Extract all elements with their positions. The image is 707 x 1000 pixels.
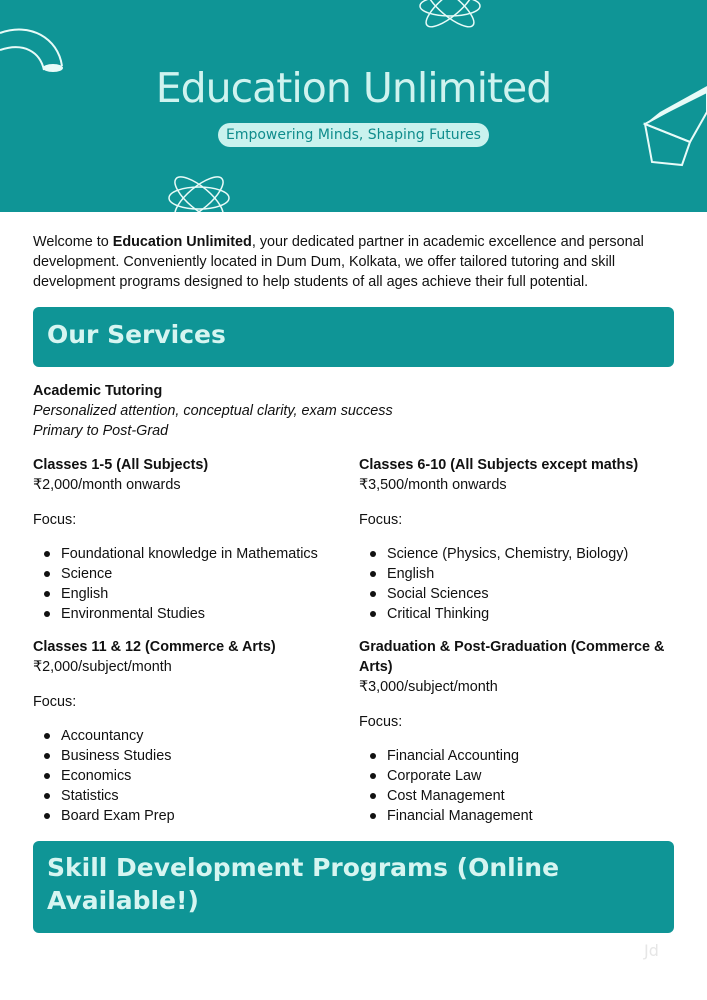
brand-name: Education Unlimited xyxy=(112,234,252,250)
list-item: Board Exam Prep xyxy=(33,806,343,826)
block-title: Graduation & Post-Graduation (Commerce & Arts) xyxy=(359,639,665,675)
focus-list xyxy=(359,746,673,826)
list-item: Critical Thinking xyxy=(359,604,673,624)
list-item: Accountancy xyxy=(33,726,343,746)
service-block-graduation xyxy=(359,637,673,826)
focus-label: Focus: xyxy=(33,694,77,710)
academic-subtitle: Personalized attention, conceptual clarity, exam success xyxy=(33,403,393,419)
header-banner xyxy=(0,0,707,212)
block-price: ₹3,500/month onwards xyxy=(359,477,507,493)
service-block-classes-1-5 xyxy=(33,455,343,624)
academic-title: Academic Tutoring xyxy=(33,383,163,399)
block-title: Classes 6-10 (All Subjects except maths) xyxy=(359,457,639,473)
intro-paragraph: Welcome to Education Unlimited, your dedicated partner in academic excellence and personal development. Conveniently located in Dum Dum, Kolkata, we offer tailored tutoring and skill development programs designed to help students of all ages achieve their full potential. xyxy=(33,234,644,290)
list-item: English xyxy=(359,564,673,584)
block-title: Classes 11 & 12 (Commerce & Arts) xyxy=(33,639,276,655)
focus-label: Focus: xyxy=(33,512,77,528)
services-heading: Our Services xyxy=(33,307,674,367)
skills-heading: Skill Development Programs (Online Available!) xyxy=(33,841,674,933)
list-item: Financial Management xyxy=(359,806,673,826)
list-item: Science (Physics, Chemistry, Biology) xyxy=(359,544,673,564)
focus-list xyxy=(33,726,343,826)
focus-label: Focus: xyxy=(359,512,403,528)
focus-list xyxy=(33,544,343,624)
block-price: ₹2,000/subject/month xyxy=(33,659,172,675)
tagline-badge: Empowering Minds, Shaping Futures xyxy=(218,123,489,147)
service-block-classes-11-12 xyxy=(33,637,343,826)
list-item: Cost Management xyxy=(359,786,673,806)
focus-label: Focus: xyxy=(359,714,403,730)
list-item: Foundational knowledge in Mathematics xyxy=(33,544,343,564)
list-item: Economics xyxy=(33,766,343,786)
list-item: English xyxy=(33,584,343,604)
list-item: Corporate Law xyxy=(359,766,673,786)
list-item: Business Studies xyxy=(33,746,343,766)
page-title: Education Unlimited xyxy=(155,64,552,112)
list-item: Statistics xyxy=(33,786,343,806)
watermark-logo: Jd xyxy=(644,941,659,960)
list-item: Science xyxy=(33,564,343,584)
block-price: ₹2,000/month onwards xyxy=(33,477,181,493)
list-item: Social Sciences xyxy=(359,584,673,604)
list-item: Financial Accounting xyxy=(359,746,673,766)
block-title: Classes 1-5 (All Subjects) xyxy=(33,457,209,473)
block-price: ₹3,000/subject/month xyxy=(359,679,498,695)
academic-range: Primary to Post-Grad xyxy=(33,423,169,439)
academic-tutoring-block xyxy=(33,381,673,441)
service-block-classes-6-10 xyxy=(359,455,673,624)
focus-list xyxy=(359,544,673,624)
list-item: Environmental Studies xyxy=(33,604,343,624)
